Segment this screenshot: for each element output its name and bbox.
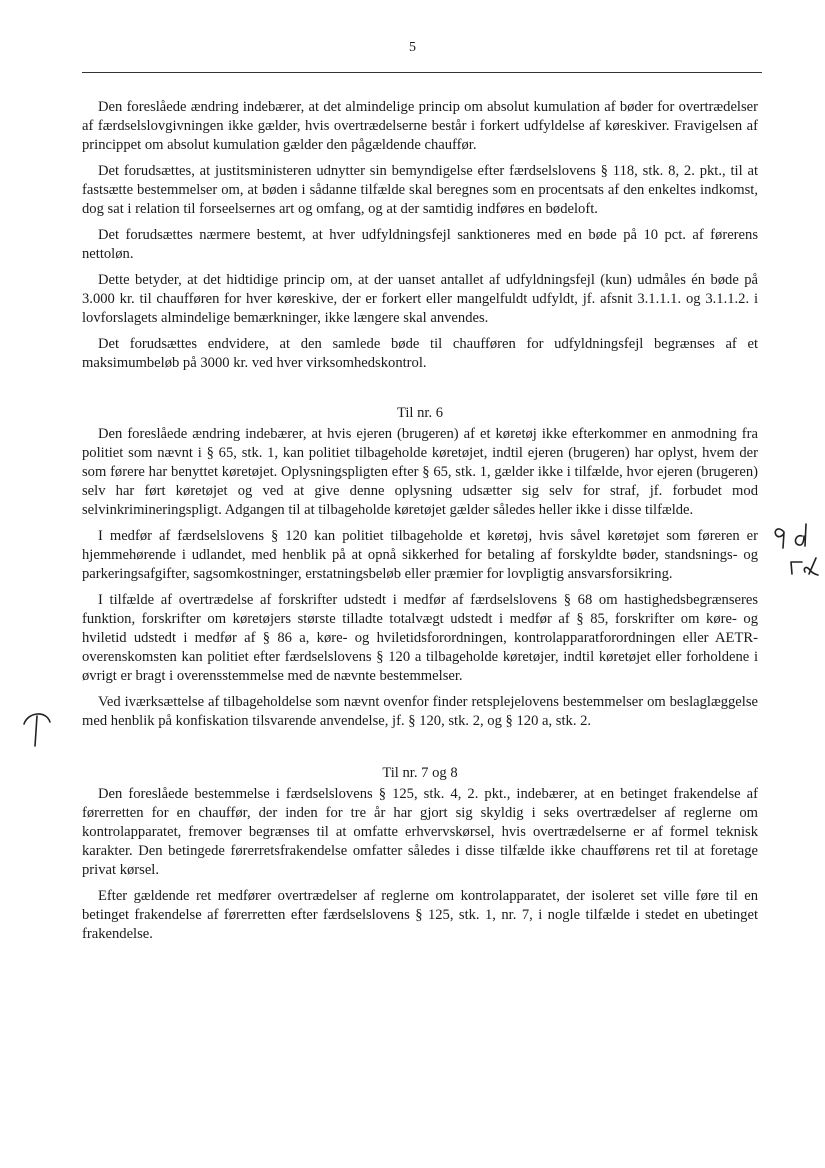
- handwritten-margin-note-left: [20, 704, 60, 750]
- paragraph: Den foreslåede ændring indebærer, at det almindelige princip om absolut kumulation af bøder for overtrædelser af færdselslovgivningen ikke gælder, hvis overtrædelserne består i forkert udfyldelse af køreskiver. Fravigelsen af princippet om absolut kumulation gælder den pågældende chauffør.: [82, 99, 758, 153]
- paragraph: Efter gældende ret medfører overtrædelser af reglerne om kontrolapparatet, der isoleret set ville føre til en betinget frakendelse af førerretten efter færdselslovens § 125, stk. 1, nr. 7, i nogle tilfælde i stedet en ubetinget frakendelse.: [82, 888, 758, 942]
- spacer: [82, 738, 758, 764]
- handwritten-margin-note-right: [770, 522, 825, 584]
- paragraph: Den foreslåede bestemmelse i færdselslovens § 125, stk. 4, 2. pkt., indebærer, at en betinget frakendelse af førerretten for en chauffør, der inden for tre år har gjort sig skyldig i seks overtrædelser af reglerne om kontrolapparatet, fremover begrænses til at omfatte erhvervskørsel, hvis overtrædelserne er af formel teknisk karakter. Den betingede førerretsfrakendelse omfatter således i disse tilfælde ikke chaufførens ret til at foretage privat kørsel.: [82, 786, 758, 878]
- paragraph: Dette betyder, at det hidtidige princip om, at der uanset antallet af udfyldningsfejl (kun) udmåles én bøde på 3.000 kr. til chaufføren for hver køreskive, der er forkert eller mangelfuldt udfyldt, jf. afsnit 3.1.1.1. og 3.1.1.2. i lovforslagets almindelige bemærkninger, ikke længere skal anvendes.: [82, 272, 758, 326]
- spacer: [82, 380, 758, 404]
- paragraph: Den foreslåede ændring indebærer, at hvis ejeren (brugeren) af et køretøj ikke efterkommer en anmodning fra politiet som nævnt i § 65, stk. 1, kan politiet tilbageholde køretøjet, indtil ejeren (brugeren) har oplyst, hvem der som førere har benyttet køretøjet. Oplysningspligten efter § 65, stk. 1, gælder ikke i tilfælde, hvor ejeren (brugeren) selv har ført køretøjet og ved at give denne oplysning udsætter sig selv for straf, jf. forbudet mod selvinkrimineringspligt. Adgangen til at tilbageholde køretøjet gælder således heller ikke i disse tilfælde.: [82, 426, 758, 518]
- section-heading-nr6: Til nr. 6: [396, 405, 444, 421]
- page-number: 5: [409, 40, 416, 55]
- section-heading-nr7-8: Til nr. 7 og 8: [382, 765, 458, 781]
- paragraph: I medfør af færdselslovens § 120 kan politiet tilbageholde et køretøj, hvis såvel køretøjet som føreren er hjemmehørende i udlandet, med henblik på at opnå sikkerhed for betaling af forskyldte bøder, standsnings- og parkeringsafgifter, sagsomkostninger, erstatningsbeløb eller præmier for lovpligtig ansvarsforsikring.: [82, 528, 758, 582]
- paragraph: Det forudsættes endvidere, at den samlede bøde til chaufføren for udfyldningsfejl begrænses af et maksimumbeløb på 3000 kr. ved hver virksomhedskontrol.: [82, 336, 758, 371]
- paragraph: I tilfælde af overtrædelse af forskrifter udstedt i medfør af færdselslovens § 68 om hastighedsbegrænseres funktion, forskrifter om køretøjers største tilladte totalvægt udstedt i medfør af § 85, forskrifter om køre- og hviletid udstedt i medfør af § 86 a, køre- og hviletidsforordningen, kontrolapparatforordningen eller AETR-overenskomsten kan politiet efter færdselslovens § 120 a tilbageholde køretøjer, indtil køretøjet eller forholdene i øvrigt er bragt i overensstemmelse med de nævnte bestemmelser.: [82, 592, 758, 684]
- document-body: [82, 98, 758, 951]
- paragraph: Det forudsættes nærmere bestemt, at hver udfyldningsfejl sanktioneres med en bøde på 10 pct. af førerens nettoløn.: [82, 227, 758, 262]
- paragraph: Det forudsættes, at justitsministeren udnytter sin bemyndigelse efter færdselslovens § 118, stk. 8, 2. pkt., til at fastsætte bestemmelser om, at bøden i sådanne tilfælde skal beregnes som en procentsats af den enkeltes indkomst, dog sat i relation til forseelsernes art og omfang, og at der samtidig indføres en bødeloft.: [82, 163, 758, 217]
- paragraph: Ved iværksættelse af tilbageholdelse som nævnt ovenfor finder retsplejelovens bestemmelser om beslaglæggelse med henblik på konfiskation tilsvarende anvendelse, jf. § 120, stk. 2, og § 120 a, stk. 2.: [82, 694, 758, 729]
- header-rule: [82, 72, 762, 73]
